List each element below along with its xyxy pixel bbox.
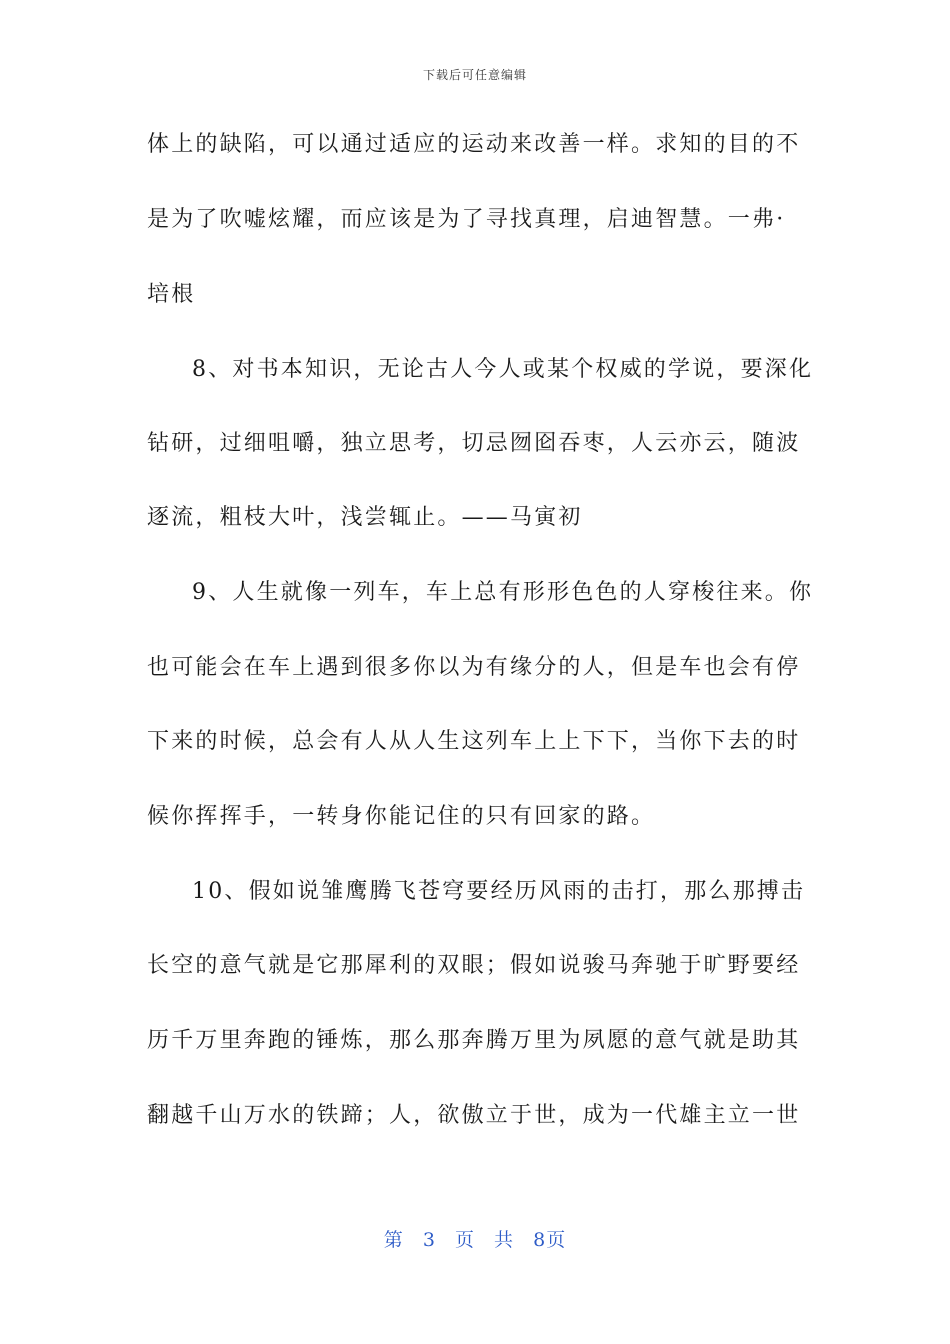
footer-di: 第 [383,1229,404,1251]
footer-gong: 共 [494,1229,515,1251]
text-line: 逐流，粗枝大叶，浅尝辄止。——马寅初 [147,505,583,530]
footer-total: 8页 [533,1229,567,1251]
text-line: 钻研，过细咀嚼，独立思考，切忌囫囵吞枣，人云亦云，随波 [147,431,801,456]
page-footer [0,1225,950,1252]
paragraph-10-start: 10、假如说雏鹰腾飞苍穹要经历风雨的击打，那么那搏击 [192,879,806,904]
text-line: 翻越千山万水的铁蹄；人，欲傲立于世，成为一代雄主立一世 [147,1103,801,1128]
text-line: 也可能会在车上遇到很多你以为有缘分的人，但是车也会有停 [147,655,801,680]
text-line: 历千万里奔跑的锤炼，那么那奔腾万里为夙愿的意气就是助其 [147,1028,801,1053]
page-header: 下载后可任意编辑 [422,68,527,82]
footer-ye: 页 [454,1229,475,1251]
footer-page-number: 3 [422,1229,436,1251]
text-line: 长空的意气就是它那犀利的双眼；假如说骏马奔驰于旷野要经 [147,953,801,978]
text-line: 培根 [147,282,196,307]
text-line: 候你挥挥手，一转身你能记住的只有回家的路。 [147,804,656,829]
paragraph-9-start: 9、人生就像一列车，车上总有形形色色的人穿梭往来。你 [192,580,814,605]
paragraph-8-start: 8、对书本知识，无论古人今人或某个权威的学说，要深化 [192,357,814,382]
text-line: 是为了吹嘘炫耀，而应该是为了寻找真理，启迪智慧。一弗· [147,207,786,232]
text-line: 下来的时候，总会有人从人生这列车上上下下，当你下去的时 [147,729,801,754]
text-line: 体上的缺陷，可以通过适应的运动来改善一样。求知的目的不 [147,132,801,157]
